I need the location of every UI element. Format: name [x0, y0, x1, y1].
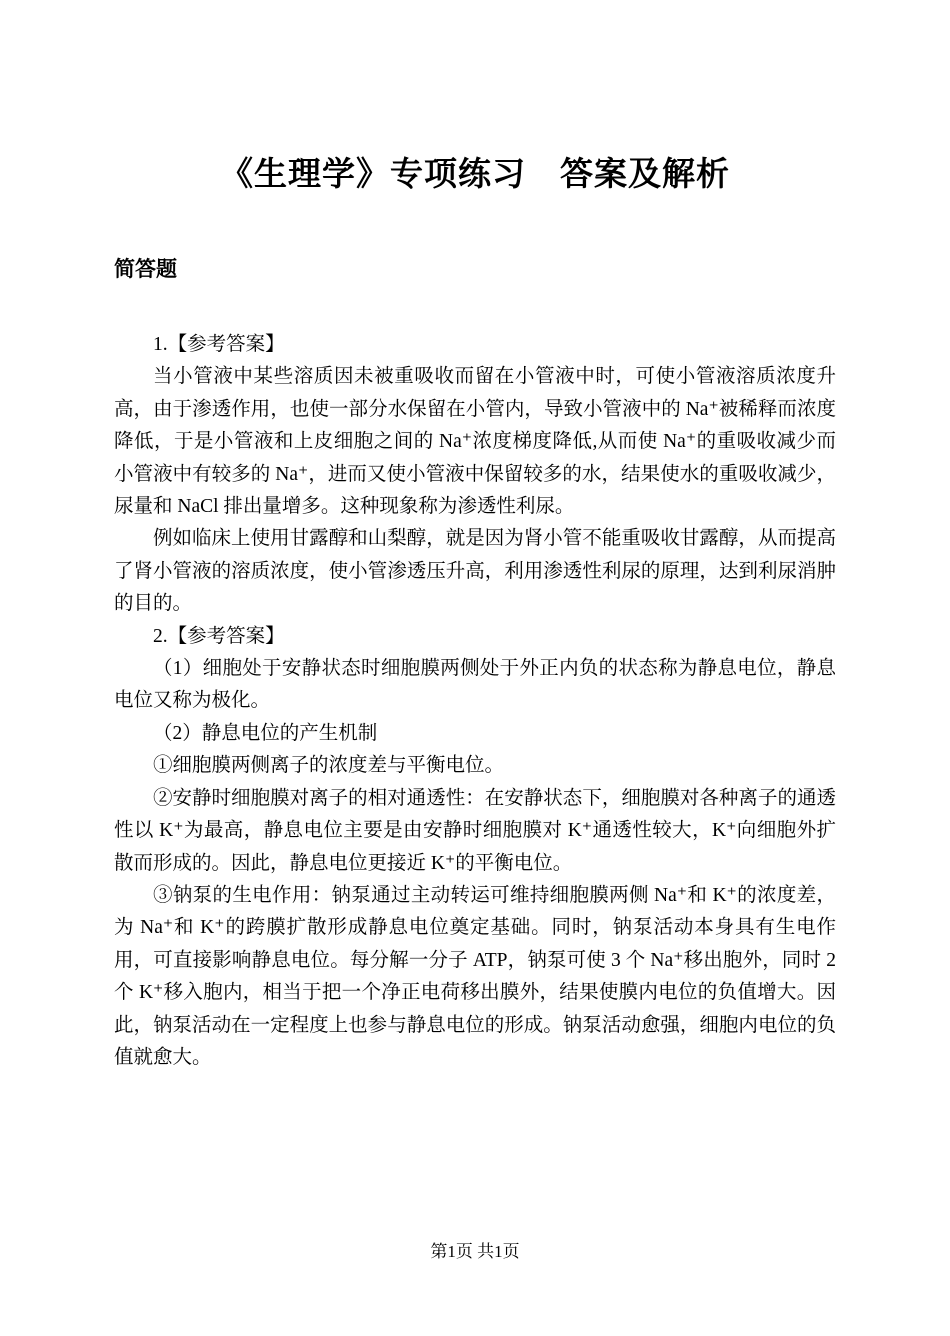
- paragraph-answer-2-item1: （1）细胞处于安静状态时细胞膜两侧处于外正内负的状态称为静息电位，静息电位又称为极化。: [114, 658, 836, 712]
- paragraph-answer-2-item2: （2）静息电位的产生机制: [153, 722, 378, 744]
- page-footer: 第1页 共1页: [430, 1242, 520, 1261]
- answer-body: [114, 329, 836, 1074]
- paragraph-answer-1-text: 当小管液中某些溶质因未被重吸收而留在小管液中时，可使小管液溶质浓度升高，由于渗透作用，也使一部分水保留在小管内，导致小管液中的 Na⁺被稀释而浓度降低，于是小管液和上皮细胞之间的 Na⁺浓度梯度降低,从而使 Na⁺的重吸收减少而小管液中有较多的 Na⁺，进而又使小管液中保留较多的水，结果使水的重吸收减少，尿量和 NaCl 排出量增多。这种现象称为渗透性利尿。: [114, 366, 836, 518]
- paragraph-answer-1-label: 1.【参考答案】: [153, 334, 285, 355]
- paragraph-answer-2-label: 2.【参考答案】: [153, 625, 285, 647]
- section-heading: 简答题: [114, 258, 177, 281]
- paragraph-answer-2-point2: ②安静时细胞膜对离子的相对通透性：在安静状态下，细胞膜对各种离子的通透性以 K⁺为最高，静息电位主要是由安静时细胞膜对 K⁺通透性较大，K⁺向细胞外扩散而形成的。因此，静息电位更接近 K⁺的平衡电位。: [114, 787, 836, 874]
- paragraph-answer-1-example: 例如临床上使用甘露醇和山梨醇，就是因为肾小管不能重吸收甘露醇，从而提高了肾小管液的溶质浓度，使小管渗透压升高，利用渗透性利尿的原理，达到利尿消肿的目的。: [114, 528, 836, 615]
- page-title: 《生理学》专项练习 答案及解析: [220, 157, 730, 193]
- paragraph-answer-2-point1: ①细胞膜两侧离子的浓度差与平衡电位。: [153, 755, 505, 777]
- paragraph-answer-2-point3: ③钠泵的生电作用：钠泵通过主动转运可维持细胞膜两侧 Na⁺和 K⁺的浓度差，为 Na⁺和 K⁺的跨膜扩散形成静息电位奠定基础。同时，钠泵活动本身具有生电作用，可直接影响静息电位。每分解一分子 ATP，钠泵可使 3 个 Na⁺移出胞外，同时 2 个 K⁺移入胞内，相当于把一个净正电荷移出膜外，结果使膜内电位的负值增大。因此，钠泵活动在一定程度上也参与静息电位的形成。钠泵活动愈强，细胞内电位的负值就愈大。: [114, 884, 836, 1068]
